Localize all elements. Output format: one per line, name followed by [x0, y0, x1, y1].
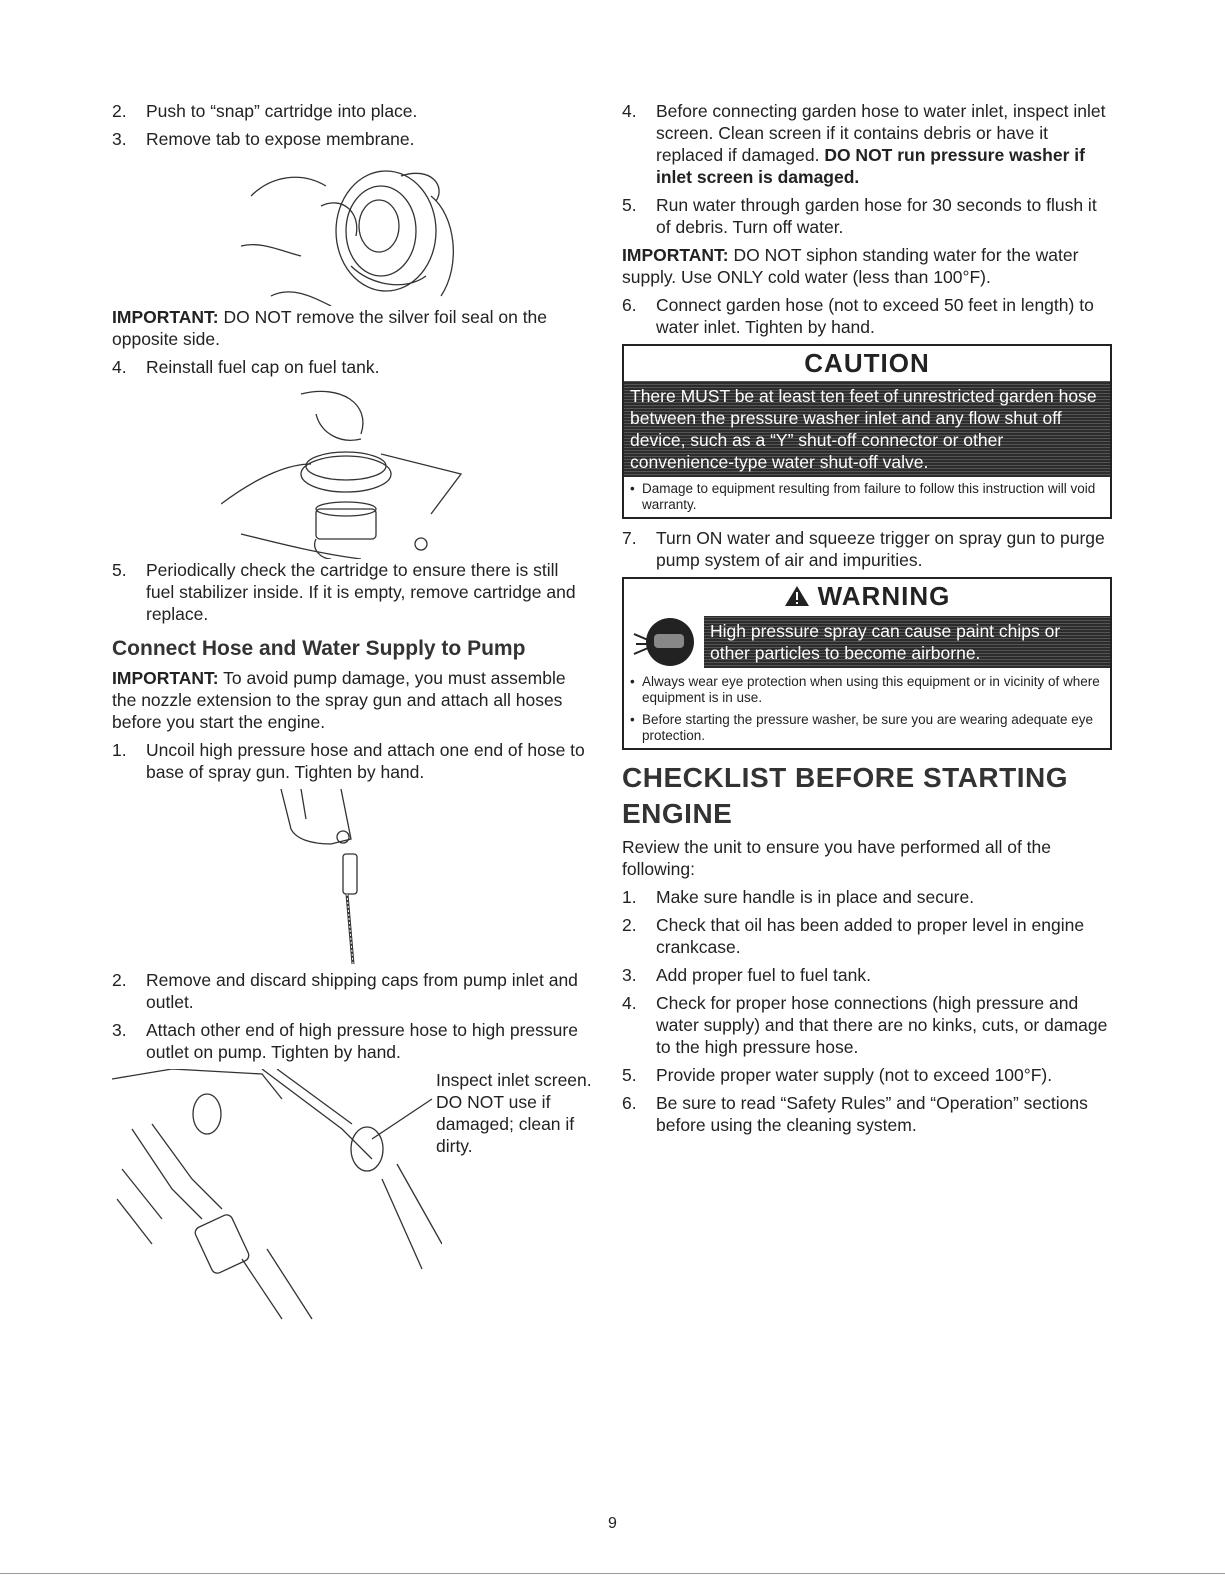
checklist-item	[622, 886, 1112, 908]
step-item	[112, 128, 590, 150]
cartridge-illustration	[231, 156, 471, 306]
step-text: Be sure to read “Safety Rules” and “Operation” sections before using the cleaning system.	[656, 1093, 1088, 1135]
checklist-heading: CHECKLIST BEFORE STARTING ENGINE	[622, 762, 1068, 829]
important-text: DO NOT remove the silver foil seal on the opposite side.	[112, 307, 548, 349]
step-item	[112, 1019, 590, 1063]
step-text: Add proper fuel to fuel tank.	[656, 965, 871, 985]
page-bottom-rule	[0, 1573, 1225, 1574]
caution-notes	[624, 477, 1110, 517]
step-number: 3.	[622, 965, 637, 985]
step-text: Run water through garden hose for 30 seconds to flush it of debris. Turn off water.	[656, 195, 1097, 237]
important-label: IMPORTANT:	[112, 307, 219, 327]
step-number: 1.	[622, 887, 637, 907]
checklist	[622, 886, 1112, 1136]
caution-box	[622, 344, 1112, 519]
step-item	[622, 100, 1112, 188]
step-emphasis: DO NOT run pressure washer if inlet screen is damaged.	[656, 145, 1085, 187]
warning-note: • Before starting the pressure washer, be sure you are wearing adequate eye protection.	[630, 712, 1104, 744]
step-text: Before connecting garden hose to water inlet, inspect inlet screen. Clean screen if it contains debris or have it replaced if damaged.	[656, 101, 1106, 165]
step-item	[622, 294, 1112, 338]
spray-gun-hose-illustration	[271, 789, 431, 969]
eye-protection-icon	[632, 614, 696, 670]
page-number: 9	[608, 1515, 617, 1532]
eye-protection-icon-wrap	[624, 614, 704, 670]
step-item	[622, 527, 1112, 571]
step-number: 3.	[112, 129, 127, 149]
step-number: 6.	[622, 1093, 637, 1113]
step-text: Reinstall fuel cap on fuel tank.	[146, 357, 380, 377]
checklist-item	[622, 1092, 1112, 1136]
step-item	[112, 739, 590, 783]
checklist-item	[622, 1064, 1112, 1086]
warning-title-row	[624, 579, 1110, 614]
step-number: 4.	[622, 101, 637, 121]
warning-notes	[624, 670, 1110, 748]
step-number: 5.	[622, 1065, 637, 1085]
step-number: 5.	[112, 560, 127, 580]
step-item	[112, 559, 590, 625]
checklist-item	[622, 992, 1112, 1058]
step-number: 3.	[112, 1020, 127, 1040]
warning-box	[622, 577, 1112, 750]
step-number: 2.	[622, 915, 637, 935]
right-column	[622, 100, 1112, 1142]
step-item	[112, 356, 590, 378]
step-text: Uncoil high pressure hose and attach one end of hose to base of spray gun. Tighten by hand.	[146, 740, 585, 782]
step-text: Check that oil has been added to proper level in engine crankcase.	[656, 915, 1085, 957]
checklist-item	[622, 964, 1112, 986]
step-text: Connect garden hose (not to exceed 50 feet in length) to water inlet. Tighten by hand.	[656, 295, 1094, 337]
step-text: Remove and discard shipping caps from pump inlet and outlet.	[146, 970, 578, 1012]
pump-hose-figure	[112, 1069, 590, 1329]
step-text: Turn ON water and squeeze trigger on spray gun to purge pump system of air and impurities.	[656, 528, 1105, 570]
step-number: 7.	[622, 528, 637, 548]
step-text: Periodically check the cartridge to ensure there is still fuel stabilizer inside. If it is empty, remove cartridge and replace.	[146, 560, 576, 624]
warning-title: WARNING	[817, 581, 951, 611]
warning-banner-row	[624, 614, 1110, 670]
important-note	[112, 306, 590, 350]
step-number: 4.	[622, 993, 637, 1013]
caution-title: CAUTION	[804, 348, 930, 378]
step-item	[112, 100, 590, 122]
warning-triangle-icon	[784, 585, 810, 607]
step-item	[112, 969, 590, 1013]
important-label: IMPORTANT:	[112, 668, 219, 688]
section-heading: Connect Hose and Water Supply to Pump	[112, 637, 526, 660]
step-number: 4.	[112, 357, 127, 377]
fuel-cap-illustration	[221, 384, 481, 559]
warning-banner: High pressure spray can cause paint chips or other particles to become airborne.	[704, 616, 1110, 668]
inlet-screen-callout: Inspect inlet screen. DO NOT use if damaged; clean if dirty.	[436, 1070, 592, 1156]
step-text: Remove tab to expose membrane.	[146, 129, 415, 149]
important-text: To avoid pump damage, you must assemble the nozzle extension to the spray gun and attach all hoses before you start the engine.	[112, 668, 566, 732]
important-note	[622, 244, 1112, 288]
pump-hose-illustration	[112, 1069, 442, 1329]
left-column	[112, 100, 590, 1329]
step-text: Check for proper hose connections (high pressure and water supply) and that there are no kinks, cuts, or damage to the high pressure hose.	[656, 993, 1108, 1057]
step-text: Provide proper water supply (not to exceed 100°F).	[656, 1065, 1053, 1085]
step-number: 5.	[622, 195, 637, 215]
step-text: Push to “snap” cartridge into place.	[146, 101, 418, 121]
important-note	[112, 667, 590, 733]
step-item	[622, 194, 1112, 238]
important-text: DO NOT siphon standing water for the water supply. Use ONLY cold water (less than 100°F).	[622, 245, 1079, 287]
important-label: IMPORTANT:	[622, 245, 729, 265]
step-number: 1.	[112, 740, 127, 760]
step-number: 2.	[112, 970, 127, 990]
checklist-item	[622, 914, 1112, 958]
warning-note: • Always wear eye protection when using this equipment or in vicinity of where equipment is in use.	[630, 674, 1104, 706]
checklist-intro: Review the unit to ensure you have performed all of the following:	[622, 837, 1051, 879]
caution-banner: There MUST be at least ten feet of unrestricted garden hose between the pressure washer inlet and any flow shut off device, such as a “Y” shut-off connector or other convenience-type water shut-off valve.	[624, 381, 1110, 477]
caution-note: • Damage to equipment resulting from failure to follow this instruction will void warranty.	[630, 481, 1104, 513]
step-text: Attach other end of high pressure hose to high pressure outlet on pump. Tighten by hand.	[146, 1020, 578, 1062]
step-number: 2.	[112, 101, 127, 121]
step-number: 6.	[622, 295, 637, 315]
step-text: Make sure handle is in place and secure.	[656, 887, 975, 907]
